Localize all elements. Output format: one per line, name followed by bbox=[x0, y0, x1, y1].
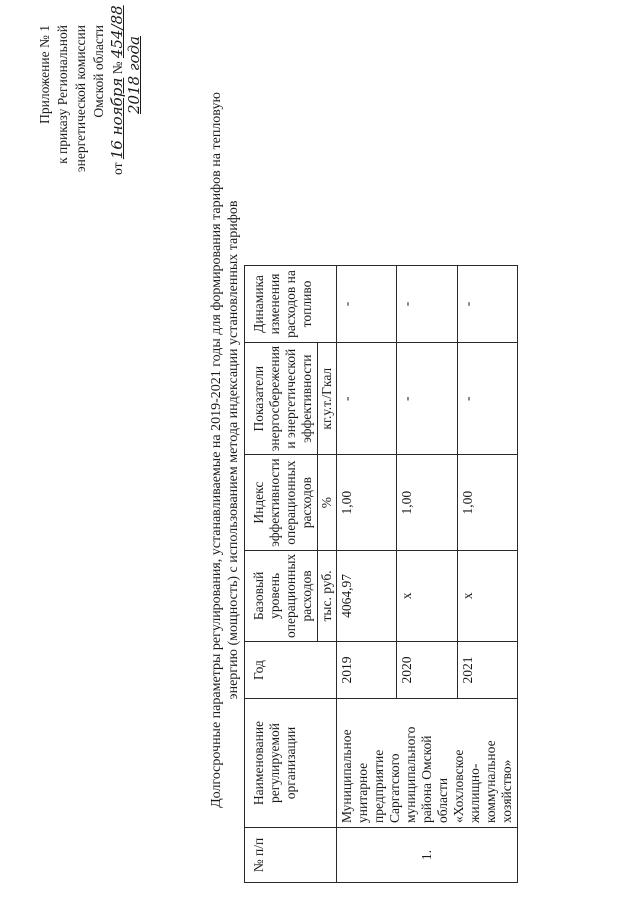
row-efficiency-index: 1,00 bbox=[397, 455, 457, 550]
document-title bbox=[208, 35, 242, 865]
table-header-row bbox=[245, 265, 318, 882]
header-num: № п/п bbox=[245, 828, 337, 883]
title-line-2: энергию (мощность) с использованием метода индексации установленных тарифов bbox=[226, 200, 241, 700]
row-year: 2021 bbox=[457, 642, 517, 699]
appendix-line-4: Омской области bbox=[91, 25, 106, 118]
row-base-level: 4064,97 bbox=[337, 550, 397, 641]
row-base-level: x bbox=[397, 550, 457, 641]
order-reference bbox=[108, 5, 143, 175]
header-energy-efficiency: Показатели энергосбережения и энергетической эффективности bbox=[245, 342, 318, 454]
table-row bbox=[337, 265, 397, 882]
row-num: 1. bbox=[337, 828, 518, 883]
appendix-line-1: Приложение № 1 bbox=[37, 25, 52, 124]
order-number-handwritten: 454/88 bbox=[108, 5, 126, 59]
row-organization: Муниципальное унитарное предприятие Саргатского муниципального района Омской области «Хохловское жилищно-коммунальное хозяйство» bbox=[337, 699, 518, 828]
title-line-1: Долгосрочные параметры регулирования, устанавливаемые на 2019-2021 годы для формирования тарифов на тепловую bbox=[209, 92, 224, 808]
regulation-parameters-table bbox=[244, 265, 518, 883]
order-year-handwritten: 2018 года bbox=[125, 36, 143, 115]
header-base-level: Базовый уровень операционных расходов bbox=[245, 550, 318, 641]
unit-efficiency-index: % bbox=[318, 455, 337, 550]
unit-energy-efficiency: кг.у.т./Гкал bbox=[318, 342, 337, 454]
row-fuel-dynamics: - bbox=[457, 265, 517, 342]
row-energy-efficiency: - bbox=[457, 342, 517, 454]
header-fuel-dynamics: Динамика изменения расходов на топливо bbox=[245, 265, 337, 342]
order-date-handwritten: 16 ноября bbox=[108, 77, 126, 160]
row-energy-efficiency: - bbox=[397, 342, 457, 454]
row-efficiency-index: 1,00 bbox=[457, 455, 517, 550]
row-fuel-dynamics: - bbox=[397, 265, 457, 342]
header-year: Год bbox=[245, 642, 337, 699]
row-energy-efficiency: - bbox=[337, 342, 397, 454]
header-organization: Наименование регулируемой организации bbox=[245, 699, 337, 828]
appendix-line-3: энергетической комиссии bbox=[73, 25, 88, 173]
unit-base-level: тыс. руб. bbox=[318, 550, 337, 641]
appendix-header bbox=[36, 5, 143, 175]
header-efficiency-index: Индекс эффективности операционных расходов bbox=[245, 455, 318, 550]
row-fuel-dynamics: - bbox=[337, 265, 397, 342]
row-efficiency-index: 1,00 bbox=[337, 455, 397, 550]
appendix-line-2: к приказу Региональной bbox=[55, 25, 70, 164]
row-base-level: x bbox=[457, 550, 517, 641]
order-number-label: № bbox=[110, 61, 125, 75]
row-year: 2019 bbox=[337, 642, 397, 699]
row-year: 2020 bbox=[397, 642, 457, 699]
order-prefix: от bbox=[110, 162, 125, 175]
